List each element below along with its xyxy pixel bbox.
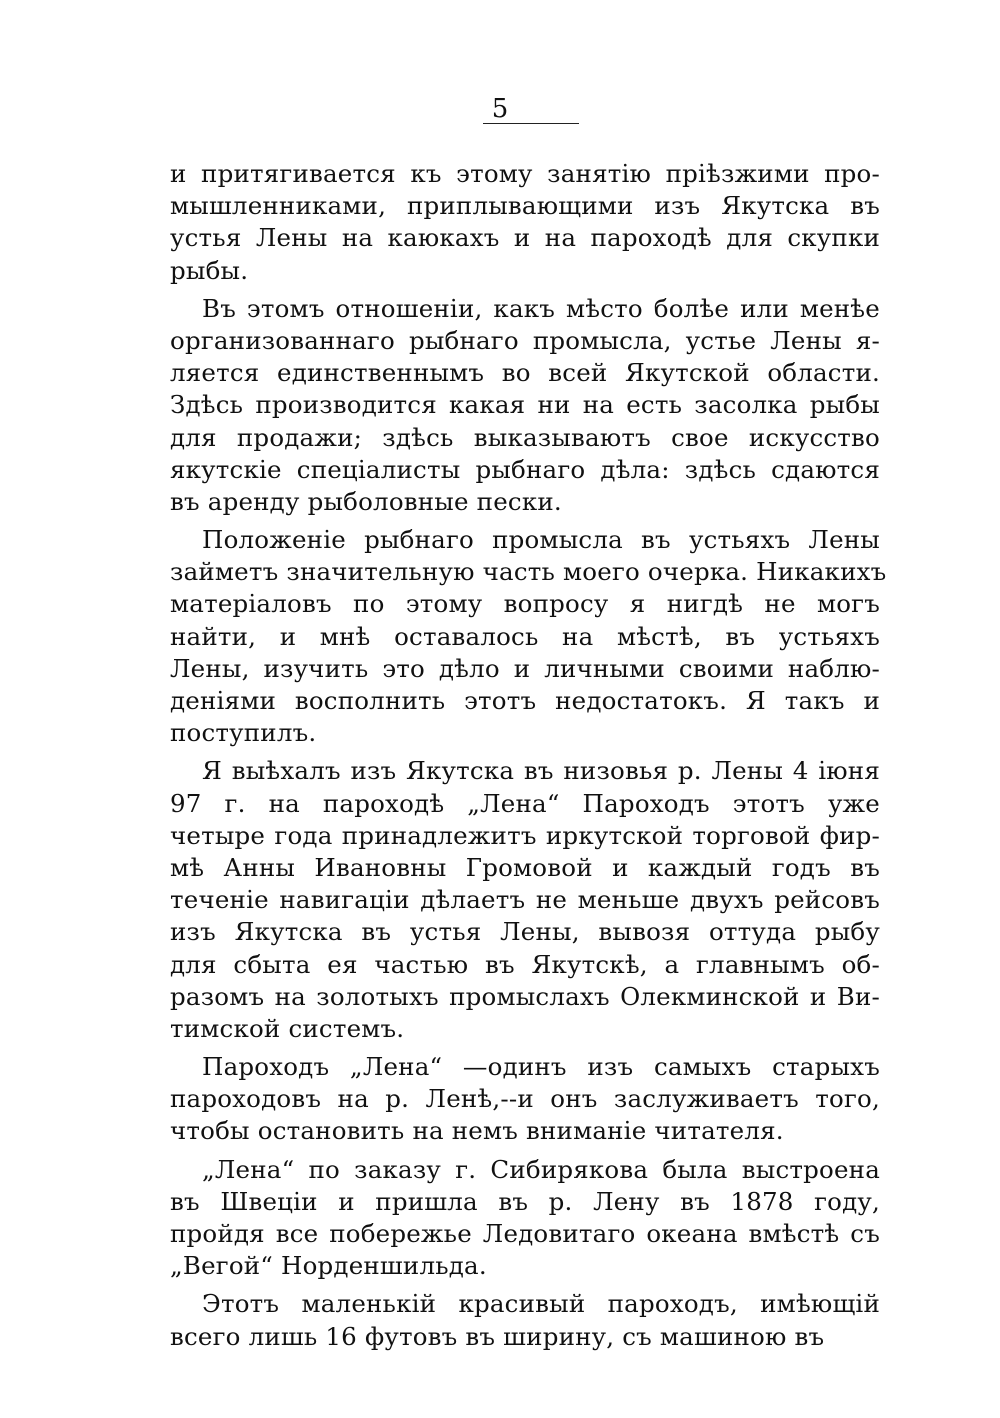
text-line: тимской системъ. [170, 1013, 405, 1043]
paragraph [170, 755, 880, 1045]
text-line: „Лена“ по заказу г. Сибирякова была выстроена [202, 1154, 880, 1184]
text-line: Въ этомъ отношеніи, какъ мѣсто болѣе или менѣе [202, 293, 880, 323]
text-line: Положеніе рыбнаго промысла въ устьяхъ Лены [202, 525, 880, 555]
text-line: разомъ на золотыхъ промыслахъ Олекминской и Ви- [170, 981, 880, 1011]
text-line: Лены, изучить это дѣло и личными своими наблю- [170, 653, 880, 683]
text-line: для сбыта ея частью въ Якутскѣ, а главнымъ об- [170, 949, 880, 979]
text-line: найти, и мнѣ оставалось на мѣстѣ, въ устьяхъ [170, 621, 880, 651]
text-line: организованнаго рыбнаго промысла, устье Лены я- [170, 325, 880, 355]
body-text [170, 158, 887, 1353]
paragraph [170, 524, 887, 749]
text-line: Здѣсь производится какая ни на есть засолка рыбы [170, 390, 880, 420]
text-line: четыре года принадлежитъ иркутской торговой фир- [170, 820, 880, 850]
text-line: Пароходъ „Лена“ —одинъ изъ самыхъ старыхъ [202, 1052, 880, 1082]
paragraph [170, 1051, 880, 1148]
text-line: деніями восполнить этотъ недостатокъ. Я такъ и [170, 686, 880, 715]
text-line: рыбы. [170, 255, 249, 285]
text-line: пароходовъ на р. Ленѣ,--и онъ заслуживаетъ того, [170, 1084, 880, 1114]
text-line: и притягивается къ этому занятію пріѣзжими про- [170, 159, 880, 188]
paragraph [170, 1288, 880, 1352]
text-line: мышленниками, приплывающими изъ Якутска въ [170, 191, 880, 221]
page-number: 5 [491, 94, 509, 124]
text-line: теченіе навигаціи дѣлаетъ не меньше двухъ рейсовъ [170, 885, 880, 915]
text-line: займетъ значительную часть моего очерка. Никакихъ [170, 557, 887, 587]
text-line: въ аренду рыболовные пески. [170, 486, 562, 516]
text-line: для продажи; здѣсь выказываютъ свое искусство [170, 422, 880, 452]
text-line: всего лишь 16 футовъ въ ширину, съ машиною въ [170, 1321, 825, 1351]
text-line: въ Швеціи и пришла въ р. Лену въ 1878 году, [170, 1186, 880, 1216]
text-line: изъ Якутска въ устья Лены, вывозя оттуда рыбу [170, 917, 880, 947]
text-line: 97 г. на пароходѣ „Лена“ Пароходъ этотъ уже [170, 788, 880, 818]
text-line: чтобы остановить на немъ вниманіе читателя. [170, 1116, 784, 1146]
paragraph [170, 158, 880, 287]
text-line: якутскіе спеціалисты рыбнаго дѣла: здѣсь сдаются [170, 454, 880, 484]
text-line: ляется единственнымъ во всей Якутской области. [170, 358, 880, 388]
text-line: мѣ Анны Ивановны Громовой и каждый годъ въ [170, 852, 880, 882]
text-line: матеріаловъ по этому вопросу я нигдѣ не могъ [170, 589, 880, 619]
text-line: Я выѣхалъ изъ Якутска въ низовья р. Лены 4 іюня [202, 756, 880, 786]
page-number-rule [483, 123, 579, 124]
text-line: „Вегой“ Норденшильда. [170, 1251, 487, 1281]
paragraph [170, 1154, 880, 1283]
paragraph [170, 293, 880, 518]
text-line: пройдя все побережье Ледовитаго океана вмѣстѣ съ [170, 1219, 880, 1248]
text-line: Этотъ маленькій красивый пароходъ, имѣющій [202, 1289, 880, 1319]
text-line: поступилъ. [170, 718, 317, 748]
text-line: устья Лены на каюкахъ и на пароходѣ для скупки [170, 223, 880, 253]
